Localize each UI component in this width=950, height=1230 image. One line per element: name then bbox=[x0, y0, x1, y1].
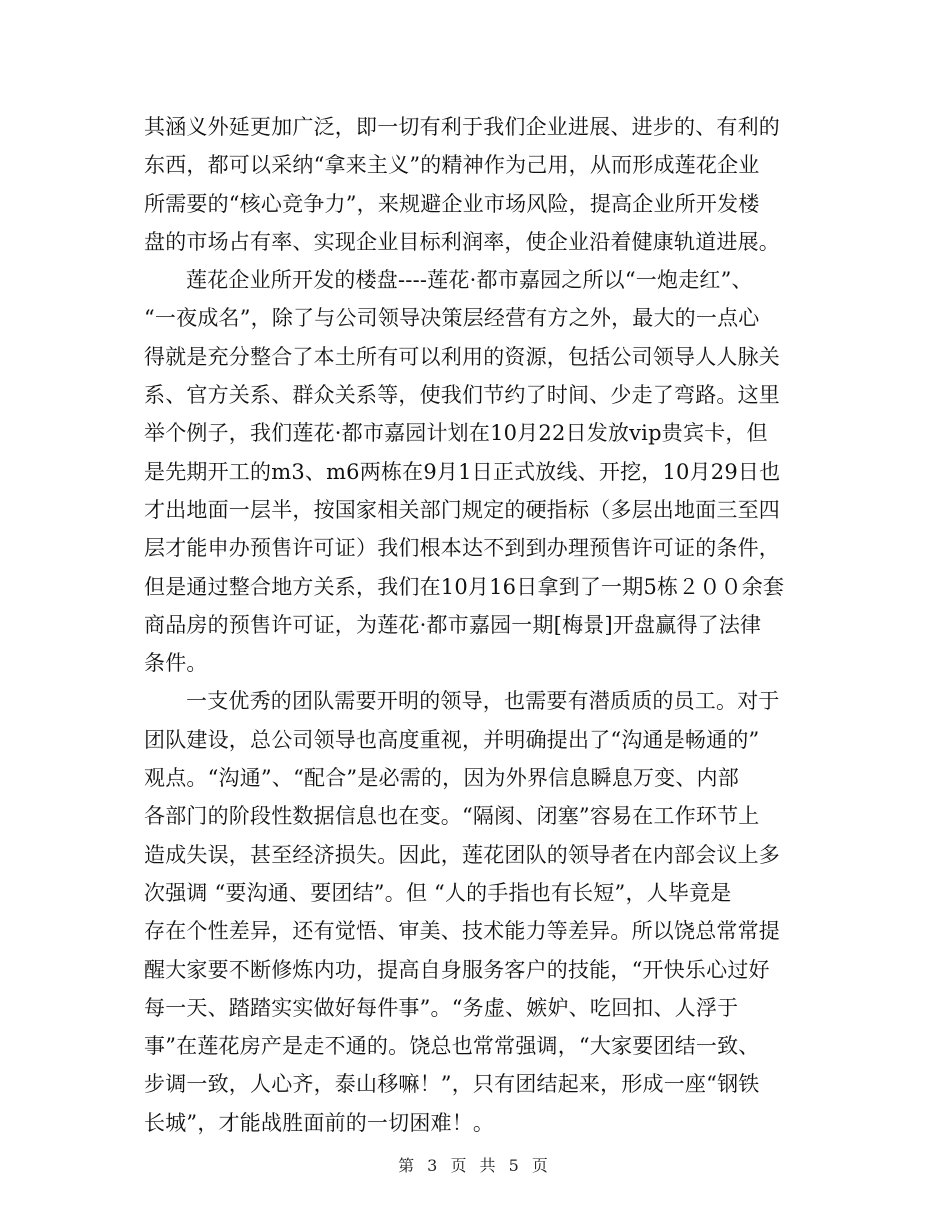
page-number-footer: 第 3 页 共 5 页 bbox=[398, 1156, 552, 1175]
text-line: 但是通过整合地方关系，我们在10月16日拿到了一期5栋２００余套 bbox=[144, 574, 785, 599]
text-line: “一夜成名”，除了与公司领导决策层经营有方之外，最大的一点心 bbox=[144, 306, 760, 331]
text-line: 商品房的预售许可证，为莲花·都市嘉园一期[梅景]开盘赢得了法律 bbox=[144, 612, 762, 637]
text-line: 盘的市场占有率、实现企业目标利润率，使企业沿着健康轨道进展。 bbox=[144, 229, 780, 254]
paragraph-start-line: 一支优秀的团队需要开明的领导，也需要有潜质质的员工。对于 bbox=[186, 689, 780, 714]
text-line: 条件。 bbox=[144, 651, 208, 676]
text-line: 各部门的阶段性数据信息也在变。“隔阂、闭塞”容易在工作环节上 bbox=[144, 804, 760, 829]
text-line: 得就是充分整合了本土所有可以利用的资源，包括公司领导人人脉关 bbox=[144, 344, 780, 369]
text-line: 观点。“沟通”、“配合”是必需的，因为外界信息瞬息万变、内部 bbox=[144, 766, 739, 791]
text-line: 团队建设，总公司领导也高度重视，并明确提出了“沟通是畅通的” bbox=[144, 727, 760, 752]
text-line: 存在个性差异，还有觉悟、审美、技术能力等差异。所以饶总常常提 bbox=[144, 919, 780, 944]
text-line: 醒大家要不断修炼内功，提高自身服务客户的技能，“开快乐心过好 bbox=[144, 957, 770, 982]
text-line: 所需要的“核心竞争力”，来规避企业市场风险，提高企业所开发楼 bbox=[144, 191, 760, 216]
text-line: 是先期开工的m3、m6两栋在9月1日正式放线、开挖，10月29日也 bbox=[144, 459, 781, 484]
text-line: 其涵义外延更加广泛，即一切有利于我们企业进展、进步的、有利的 bbox=[144, 115, 780, 139]
text-line: 才出地面一层半，按国家相关部门规定的硬指标（多层出地面三至四 bbox=[144, 497, 780, 522]
text-line: 层才能申办预售许可证）我们根本达不到到办理预售许可证的条件， bbox=[144, 536, 780, 561]
text-line: 举个例子，我们莲花·都市嘉园计划在10月22日发放vip贵宾卡，但 bbox=[144, 421, 768, 446]
body-text bbox=[144, 108, 809, 1142]
text-line: 事”在莲花房产是走不通的。饶总也常常强调，“大家要团结一致、 bbox=[144, 1034, 760, 1059]
paragraph-start-line: 莲花企业所开发的楼盘----莲花·都市嘉园之所以“一炮走红”、 bbox=[186, 268, 753, 293]
text-line: 步调一致，人心齐，泰山移嘛！”，只有团结起来，形成一座“钢铁 bbox=[144, 1072, 760, 1097]
text-line: 次强调 “要沟通、要团结”。但 “人的手指也有长短”，人毕竟是 bbox=[144, 880, 732, 905]
text-line: 造成失误，甚至经济损失。因此，莲花团队的领导者在内部会议上多 bbox=[144, 842, 780, 867]
text-line: 每一天、踏踏实实做好每件事”。“务虚、嫉妒、吃回扣、人浮于 bbox=[144, 995, 739, 1020]
text-line: 系、官方关系、群众关系等，使我们节约了时间、少走了弯路。这里 bbox=[144, 383, 780, 408]
text-line: 东西，都可以采纳“拿来主义”的精神作为己用，从而形成莲花企业 bbox=[144, 153, 760, 178]
text-line: 长城”，才能战胜面前的一切困难！。 bbox=[144, 1110, 495, 1135]
